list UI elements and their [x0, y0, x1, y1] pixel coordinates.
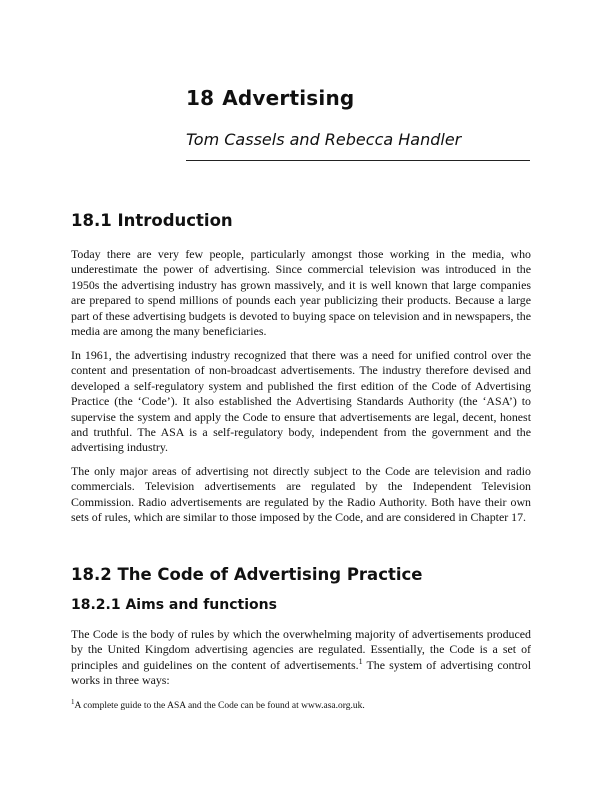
section-heading-introduction: 18.1 Introduction: [71, 211, 233, 230]
chapter-title: [186, 86, 354, 110]
footnote-text: A complete guide to the ASA and the Code can be found at www.asa.org.uk.: [74, 701, 365, 711]
paragraph-aims-text-a: The Code is the body of rules by which the overwhelming majority of advertisements produced by the United Kingdom advertising agencies are regulated. Essentially, the Code is a set of principles and guidelines on the content of advertisements.: [71, 627, 531, 672]
footnote: [71, 697, 531, 712]
paragraph-aims-text-b: The system of advertising control works in three ways:: [71, 657, 531, 688]
section-heading-code: 18.2 The Code of Advertising Practice: [71, 565, 423, 584]
footnote-reference: 1: [358, 656, 363, 666]
chapter-authors: Tom Cassels and Rebecca Handler: [186, 130, 462, 149]
footnote-marker: 1: [71, 697, 75, 706]
subsection-heading-aims: 18.2.1 Aims and functions: [71, 597, 277, 613]
paragraph-intro-2: In 1961, the advertising industry recognized that there was a need for unified control over the content and presentation of non-broadcast advertisements. The industry therefore devised and developed a self-regulatory system and published the first edition of the Code of Advertising Practice (the ‘Code’). It also established the Advertising Standards Authority (the ‘ASA’) to supervise the system and apply the Code to ensure that advertisements are legal, decent, honest and truthful. The ASA is a self-regulatory body, independent from the government and the advertising industry.: [71, 348, 531, 455]
paragraph-intro-3: The only major areas of advertising not directly subject to the Code are television and radio commercials. Television advertisements are regulated by the Independent Television Commission. Radio advertisements are regulated by the Radio Authority. Both have their own sets of rules, which are similar to those imposed by the Code, and are considered in Chapter 17.: [71, 464, 531, 525]
chapter-number: 18: [186, 86, 215, 110]
paragraph-aims: [71, 627, 531, 689]
paragraph-intro-1: Today there are very few people, particularly amongst those working in the media, who underestimate the power of advertising. Since commercial television was introduced in the 1950s the advertising industry has grown massively, and it is well known that large companies are prepared to spend millions of pounds each year publicizing their products. Because a large part of these advertising budgets is devoted to buying space on television and in newspapers, the media are among the many beneficiaries.: [71, 247, 531, 339]
chapter-title-text: Advertising: [222, 86, 355, 110]
title-rule: [186, 160, 530, 161]
